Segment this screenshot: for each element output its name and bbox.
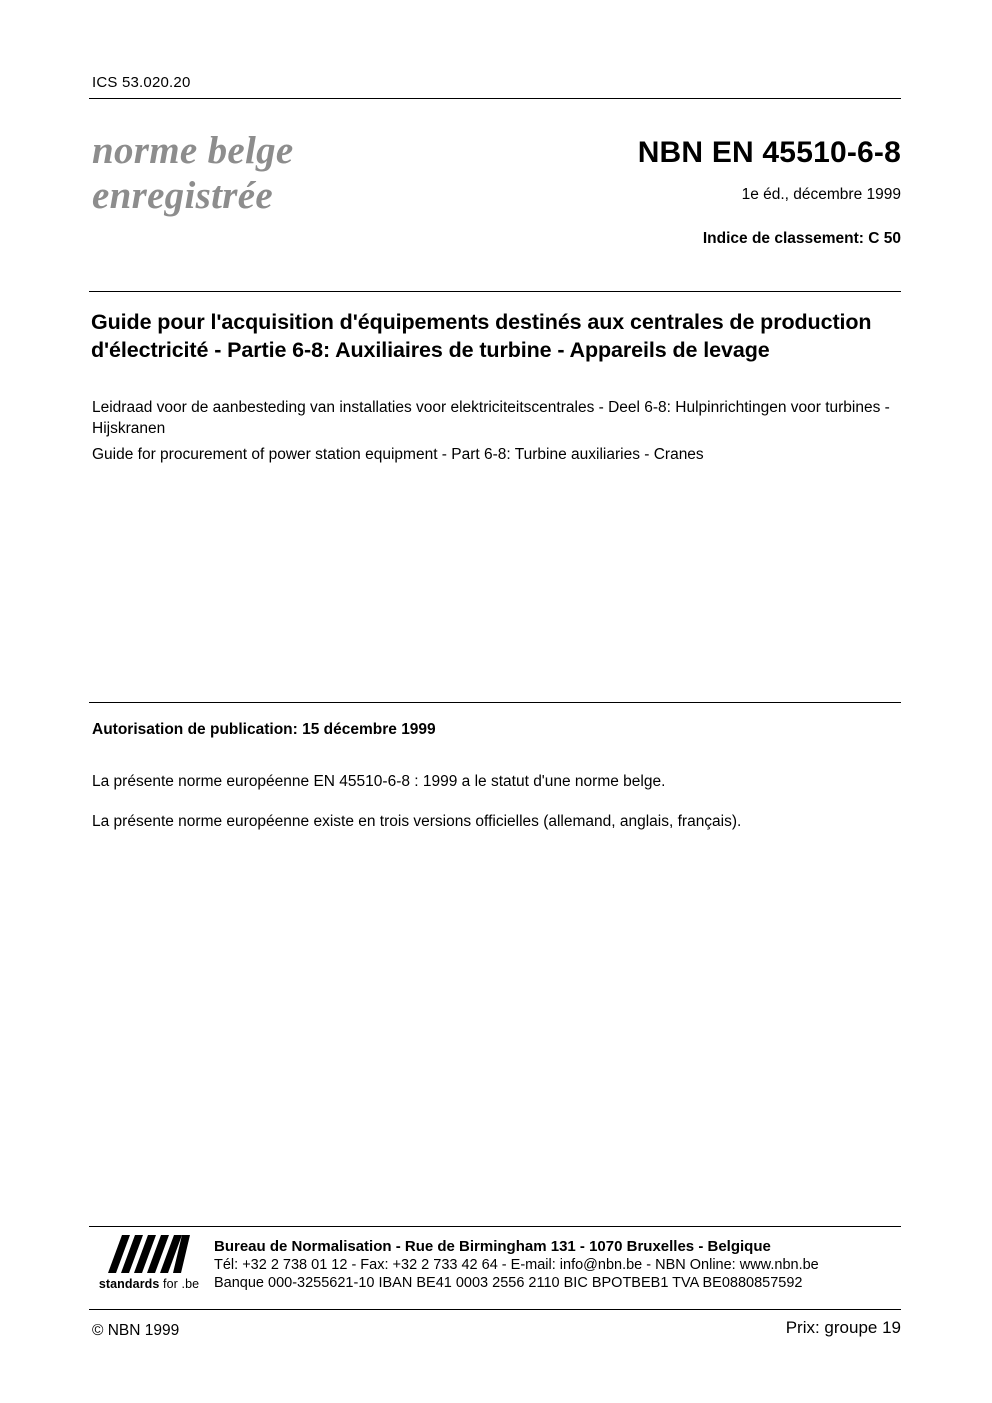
classification-index: Indice de classement: C 50 [702, 230, 901, 247]
footer-address: Bureau de Normalisation - Rue de Birmingham 131 - 1070 Bruxelles - Belgique [214, 1238, 771, 1255]
nbn-logo-caption-bold: standards [98, 1277, 160, 1291]
page-content [89, 0, 901, 1403]
publication-authorisation: Autorisation de publication: 15 décembre 1999 [92, 721, 436, 738]
standard-edition: 1e éd., décembre 1999 [741, 186, 901, 203]
copyright-notice: © NBN 1999 [92, 1322, 180, 1339]
divider-third [89, 702, 901, 703]
masthead [92, 128, 512, 218]
masthead-line-1: norme belge [92, 129, 294, 172]
statement-status: La présente norme européenne EN 45510-6-8 : 1999 a le statut d'une norme belge. [92, 773, 666, 790]
divider-top [89, 98, 901, 99]
ics-code: ICS 53.020.20 [92, 74, 191, 91]
title-dutch: Leidraad voor de aanbesteding van installaties voor elektriciteitscentrales - Deel 6-8: Hulpinrichtingen voor turbines - Hijskranen [92, 399, 890, 437]
standard-number: NBN EN 45510-6-8 [637, 136, 901, 169]
footer-contact-block [214, 1238, 904, 1291]
title-english: Guide for procurement of power station equipment - Part 6-8: Turbine auxiliaries - Cranes [92, 446, 704, 463]
footer-contact: Tél: +32 2 738 01 12 - Fax: +32 2 733 42 64 - E-mail: info@nbn.be - NBN Online: www.nbn.be [214, 1257, 819, 1273]
statement-versions: La présente norme européenne existe en trois versions officielles (allemand, anglais, français). [92, 813, 742, 830]
nbn-logo [89, 1233, 209, 1291]
masthead-line-2: enregistrée [92, 174, 273, 218]
nbn-logo-caption [89, 1277, 209, 1291]
divider-second [89, 291, 901, 292]
price-group: Prix: groupe 19 [785, 1318, 901, 1337]
divider-footer [89, 1226, 901, 1227]
nbn-logo-caption-rest: for .be [159, 1277, 200, 1291]
title-french: Guide pour l'acquisition d'équipements destinés aux centrales de production d'électricité - Partie 6-8: Auxiliaires de turbine - Appareils de levage [91, 310, 872, 362]
divider-footer-bottom [89, 1309, 901, 1310]
nbn-logo-icon [89, 1233, 209, 1275]
footer-bank-details: Banque 000-3255621-10 IBAN BE41 0003 2556 2110 BIC BPOTBEB1 TVA BE0880857592 [214, 1275, 803, 1291]
